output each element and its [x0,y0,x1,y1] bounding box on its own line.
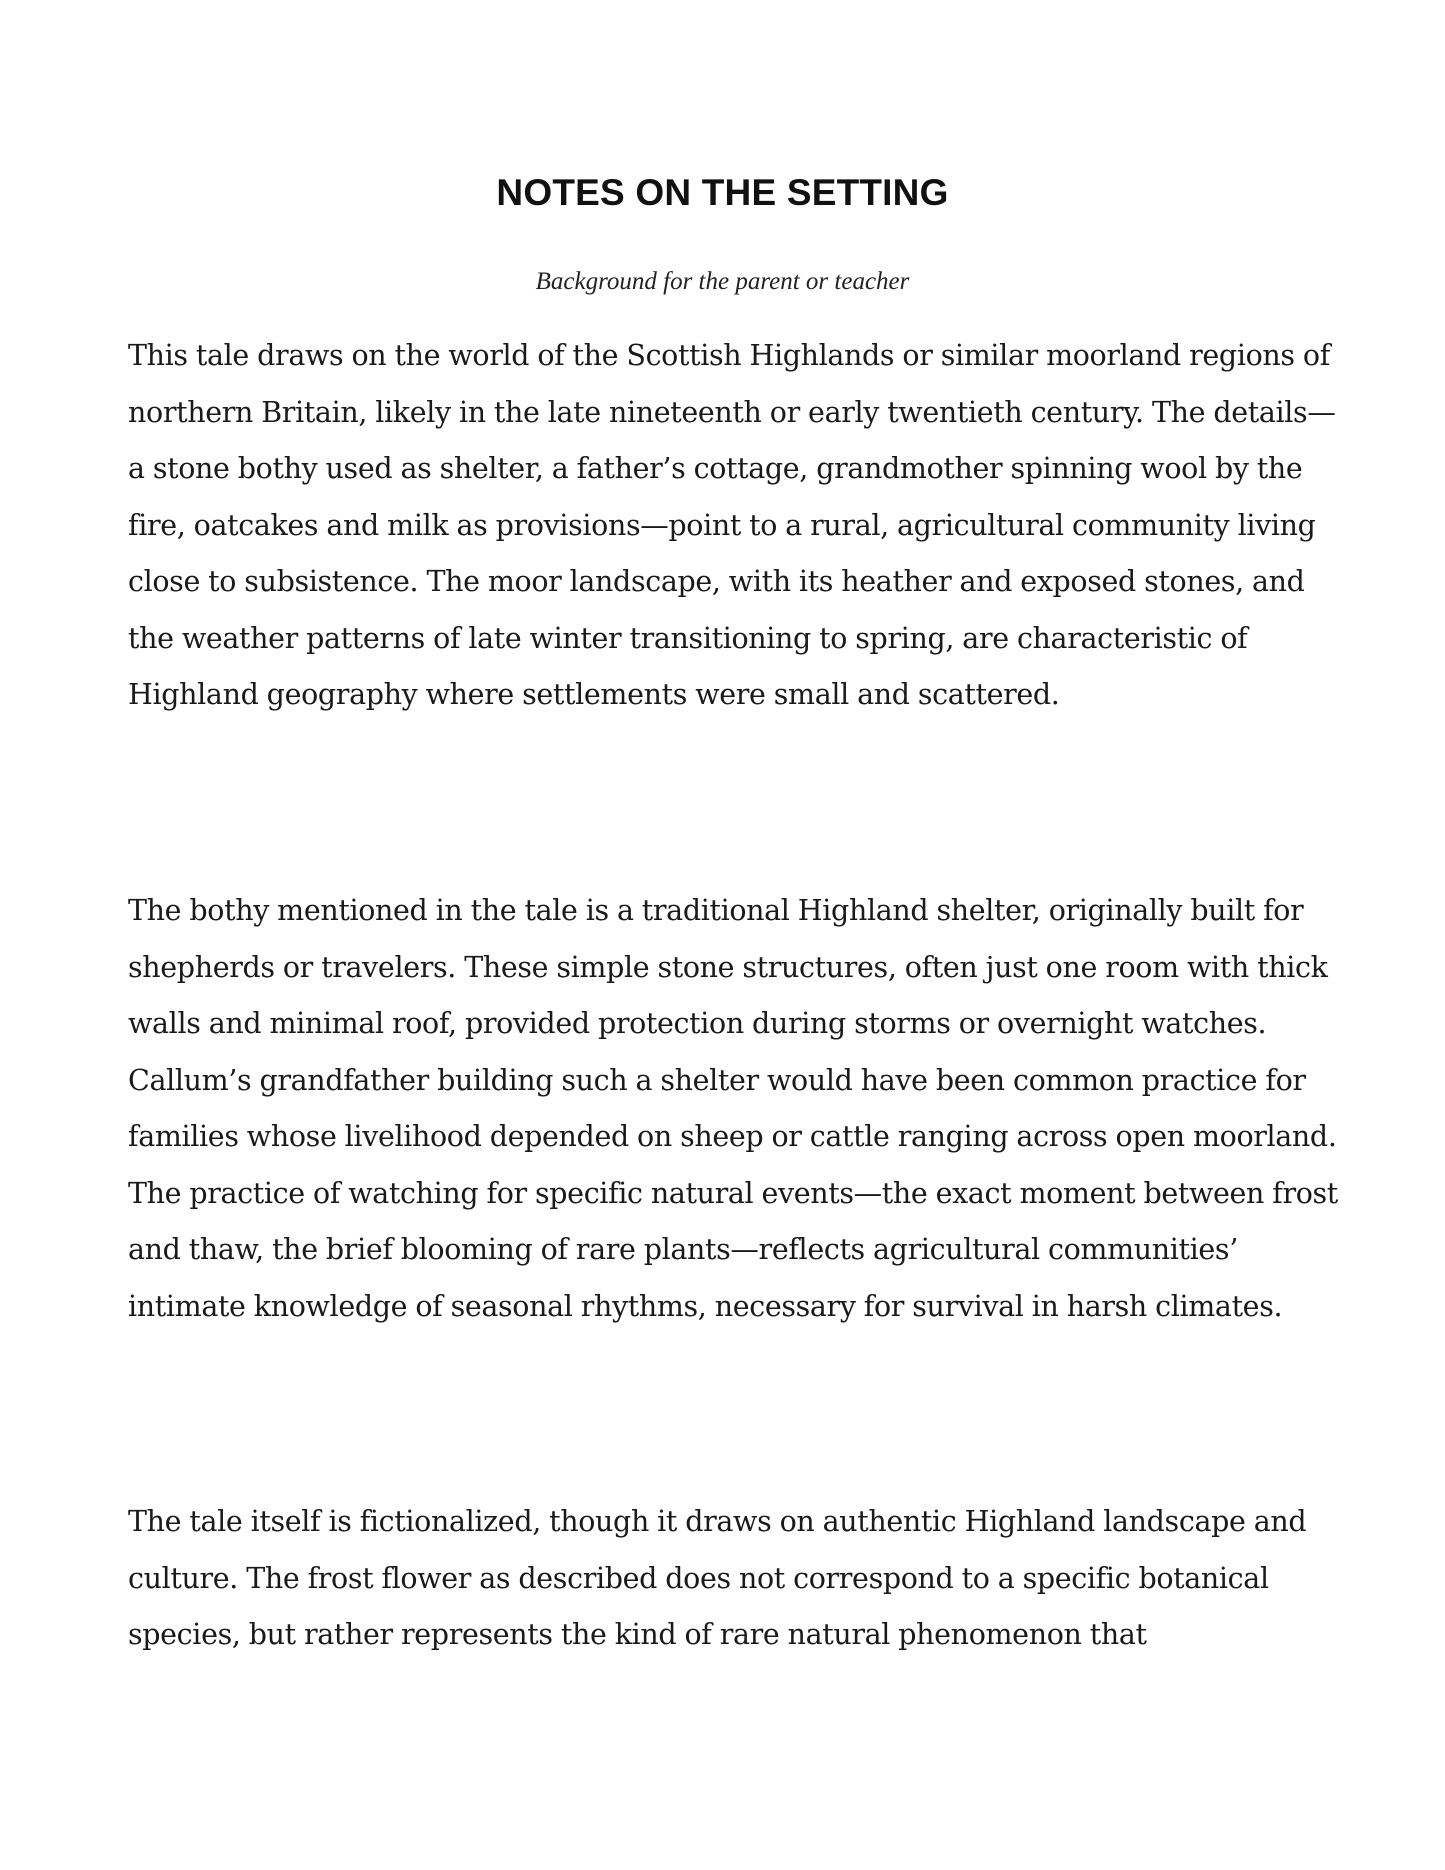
page-subtitle: Background for the parent or teacher [535,268,910,295]
paragraph-bothy: The bothy mentioned in the tale is a traditional Highland shelter, originally built for shepherds or travelers. These simple stone structures, often just one room with thick walls and minimal roof, provided protection during storms or overnight watches. Callum’s grandfather building such a shelter would have been common practice for families whose livelihood depended on sheep or cattle ranging across open moorland. The practice of watching for specific natural events—the exact moment between frost and thaw, the brief blooming of rare plants—reflects agricultural communities’ intimate knowledge of seasonal rhythms, necessary for survival in harsh climates. [128,894,1338,1323]
paragraph-setting: This tale draws on the world of the Scottish Highlands or similar moorland regions of northern Britain, likely in the late nineteenth or early twentieth century. The details—a stone bothy used as shelter, a father’s cottage, grandmother spinning wool by the fire, oatcakes and milk as provisions—point to a rural, agricultural community living close to subsistence. The moor landscape, with its heather and exposed stones, and the weather patterns of late winter transitioning to spring, are characteristic of Highland geography where settlements were small and scattered. [128,339,1336,711]
paragraph-fiction: The tale itself is fictionalized, though it draws on authentic Highland landscape and culture. The frost flower as described does not correspond to a specific botanical species, but rather represents the kind of rare natural phenomenon that [128,1505,1307,1651]
page-title: NOTES ON THE SETTING [496,172,949,213]
